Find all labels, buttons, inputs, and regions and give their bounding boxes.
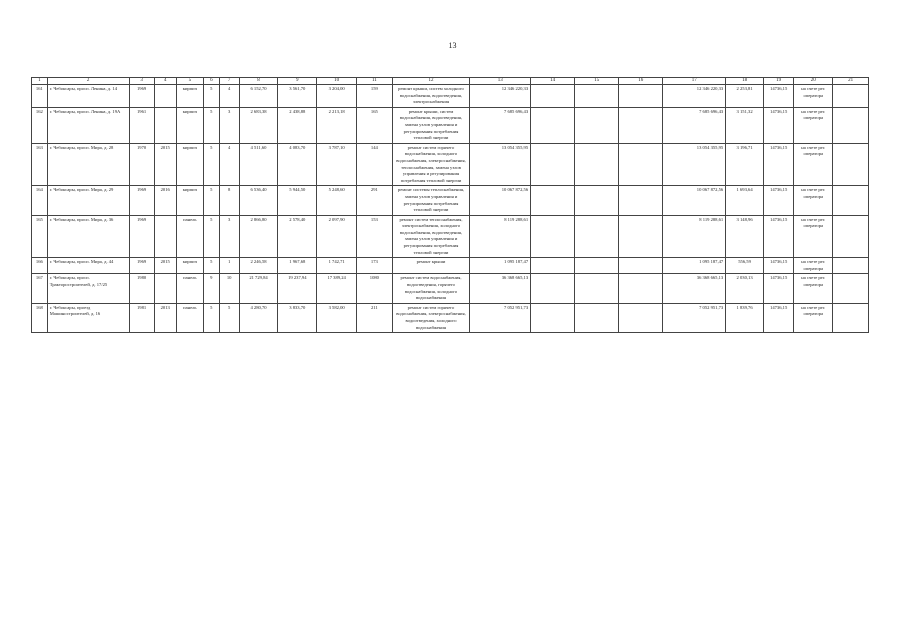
- cell-premises-area: 1 967,68: [278, 258, 317, 274]
- cell-specific-cost: 556,59: [726, 258, 764, 274]
- cell-floors: 5: [203, 143, 219, 186]
- cell-address: г. Чебоксары, просп. Ленина, д. 19А: [47, 107, 129, 143]
- cell-row-number: 168: [32, 303, 48, 332]
- cell-regional-funds: [575, 186, 619, 215]
- cell-residential-area: 2 213,18: [317, 107, 357, 143]
- cell-year-reconstructed: [154, 85, 176, 108]
- cell-year-reconstructed: 2013: [154, 303, 176, 332]
- table-row: [32, 303, 869, 332]
- cell-row-number: 162: [32, 107, 48, 143]
- cell-total-cost: 13 054 355,95: [470, 143, 531, 186]
- cell-fund-formation-method: на счете рег. оператора: [794, 274, 833, 303]
- cell-premises-area: 2 578,40: [278, 215, 317, 258]
- cell-entrances: 1: [219, 258, 239, 274]
- cell-completion-date: [833, 215, 869, 258]
- cell-residents: 291: [357, 186, 393, 215]
- cell-work-types: ремонт крыши: [392, 258, 470, 274]
- cell-federal-funds: [531, 258, 575, 274]
- column-number: 2: [47, 78, 129, 85]
- cell-local-funds: [619, 107, 663, 143]
- cell-max-specific-cost: 14736,15: [763, 143, 793, 186]
- cell-premises-area: 4 083,70: [278, 143, 317, 186]
- column-number: 6: [203, 78, 219, 85]
- cell-year-built: 1969: [129, 85, 154, 108]
- cell-total-cost: 1 095 187,47: [470, 258, 531, 274]
- cell-residents: 173: [357, 258, 393, 274]
- cell-floors: 9: [203, 274, 219, 303]
- cell-regional-funds: [575, 107, 619, 143]
- cell-regional-funds: [575, 85, 619, 108]
- cell-specific-cost: 2 030,13: [726, 274, 764, 303]
- cell-wall-material: кирпич: [176, 186, 203, 215]
- cell-address: г. Чебоксары, проезд Машиностроителей, д. 16: [47, 303, 129, 332]
- cell-local-funds: [619, 274, 663, 303]
- cell-year-reconstructed: [154, 215, 176, 258]
- column-number: 8: [239, 78, 278, 85]
- cell-owners-funds: 13 054 355,95: [663, 143, 726, 186]
- cell-regional-funds: [575, 303, 619, 332]
- cell-wall-material: кирпич: [176, 143, 203, 186]
- cell-wall-material: панель: [176, 274, 203, 303]
- capital-repair-table: [31, 77, 869, 333]
- column-number: 18: [726, 78, 764, 85]
- table-row: [32, 85, 869, 108]
- cell-total-cost: 10 067 872,56: [470, 186, 531, 215]
- cell-owners-funds: 7 052 951,73: [663, 303, 726, 332]
- cell-max-specific-cost: 14736,15: [763, 107, 793, 143]
- cell-floors: 5: [203, 303, 219, 332]
- cell-residential-area: 3 204,00: [317, 85, 357, 108]
- column-number: 5: [176, 78, 203, 85]
- cell-specific-cost: 3 196,71: [726, 143, 764, 186]
- cell-residents: 1080: [357, 274, 393, 303]
- column-number: 9: [278, 78, 317, 85]
- cell-entrances: 8: [219, 186, 239, 215]
- cell-regional-funds: [575, 215, 619, 258]
- cell-entrances: 3: [219, 107, 239, 143]
- table-row: [32, 258, 869, 274]
- cell-owners-funds: 36 368 665,13: [663, 274, 726, 303]
- cell-floors: 5: [203, 85, 219, 108]
- cell-row-number: 164: [32, 186, 48, 215]
- cell-federal-funds: [531, 143, 575, 186]
- cell-max-specific-cost: 14736,15: [763, 274, 793, 303]
- cell-completion-date: [833, 274, 869, 303]
- cell-local-funds: [619, 215, 663, 258]
- cell-residential-area: 2 097,90: [317, 215, 357, 258]
- cell-completion-date: [833, 143, 869, 186]
- cell-wall-material: кирпич: [176, 258, 203, 274]
- column-number: 4: [154, 78, 176, 85]
- cell-federal-funds: [531, 274, 575, 303]
- cell-year-built: 1961: [129, 107, 154, 143]
- cell-premises-area: 19 237,94: [278, 274, 317, 303]
- cell-residential-area: 3 787,10: [317, 143, 357, 186]
- cell-owners-funds: 10 067 872,56: [663, 186, 726, 215]
- cell-floors: 5: [203, 107, 219, 143]
- cell-local-funds: [619, 186, 663, 215]
- cell-residential-area: 5 248,60: [317, 186, 357, 215]
- page-number: 13: [448, 41, 457, 50]
- table-row: [32, 215, 869, 258]
- cell-max-specific-cost: 14736,15: [763, 186, 793, 215]
- cell-total-cost: 7 685 696,43: [470, 107, 531, 143]
- cell-year-reconstructed: 2016: [154, 186, 176, 215]
- cell-owners-funds: 12 346 220,33: [663, 85, 726, 108]
- cell-address: г. Чебоксары, просп. Мира, д. 29: [47, 186, 129, 215]
- cell-fund-formation-method: на счете рег. оператора: [794, 107, 833, 143]
- cell-address: г. Чебоксары, просп. Мира, д. 28: [47, 143, 129, 186]
- cell-work-types: ремонт системы теплоснабжения, замена узлов управления и регулирования потребления тепловой энергии: [392, 186, 470, 215]
- cell-wall-material: панель: [176, 215, 203, 258]
- cell-fund-formation-method: на счете рег. оператора: [794, 85, 833, 108]
- cell-residents: 159: [357, 85, 393, 108]
- cell-total-area: 6 536,40: [239, 186, 278, 215]
- cell-address: г. Чебоксары, просп. Тракторостроителей, д. 17/25: [47, 274, 129, 303]
- cell-residents: 144: [357, 143, 393, 186]
- cell-work-types: ремонт систем горячего водоснабжения, холодного водоснабжения, электроснабжения, теплоснабжения, замена узлов управления и регулирования потребления тепловой энергии: [392, 143, 470, 186]
- cell-specific-cost: 3 148,96: [726, 215, 764, 258]
- cell-specific-cost: 1 693,64: [726, 186, 764, 215]
- cell-max-specific-cost: 14736,15: [763, 215, 793, 258]
- cell-total-cost: 7 052 951,73: [470, 303, 531, 332]
- cell-residents: 165: [357, 107, 393, 143]
- cell-regional-funds: [575, 258, 619, 274]
- cell-federal-funds: [531, 107, 575, 143]
- column-number: 21: [833, 78, 869, 85]
- column-number: 17: [663, 78, 726, 85]
- cell-total-area: 6 152,70: [239, 85, 278, 108]
- cell-local-funds: [619, 85, 663, 108]
- cell-wall-material: панель: [176, 303, 203, 332]
- cell-completion-date: [833, 85, 869, 108]
- cell-max-specific-cost: 14736,15: [763, 303, 793, 332]
- cell-work-types: ремонт систем водоснабжения, водоотведения, горячего водоснабжения, холодного водоснабжения: [392, 274, 470, 303]
- cell-row-number: 165: [32, 215, 48, 258]
- table-row: [32, 107, 869, 143]
- cell-completion-date: [833, 107, 869, 143]
- column-number: 12: [392, 78, 470, 85]
- cell-residential-area: 17 389,24: [317, 274, 357, 303]
- cell-year-built: 1969: [129, 186, 154, 215]
- table-row: [32, 186, 869, 215]
- cell-wall-material: кирпич: [176, 107, 203, 143]
- cell-year-built: 1981: [129, 303, 154, 332]
- cell-regional-funds: [575, 274, 619, 303]
- cell-total-area: 2 866,80: [239, 215, 278, 258]
- cell-address: г. Чебоксары, просп. Ленина, д. 14: [47, 85, 129, 108]
- cell-premises-area: 3 561,70: [278, 85, 317, 108]
- cell-total-cost: 8 119 288,61: [470, 215, 531, 258]
- column-number: 19: [763, 78, 793, 85]
- cell-total-cost: 36 368 665,13: [470, 274, 531, 303]
- column-number: 1: [32, 78, 48, 85]
- cell-entrances: 10: [219, 274, 239, 303]
- cell-total-area: 21 729,84: [239, 274, 278, 303]
- cell-premises-area: 5 944,50: [278, 186, 317, 215]
- cell-federal-funds: [531, 303, 575, 332]
- cell-row-number: 167: [32, 274, 48, 303]
- cell-owners-funds: 1 095 187,47: [663, 258, 726, 274]
- column-number: 20: [794, 78, 833, 85]
- cell-owners-funds: 8 119 288,61: [663, 215, 726, 258]
- cell-local-funds: [619, 143, 663, 186]
- cell-address: г. Чебоксары, просп. Мира, д. 36: [47, 215, 129, 258]
- cell-local-funds: [619, 303, 663, 332]
- cell-row-number: 163: [32, 143, 48, 186]
- cell-total-area: 4 511,60: [239, 143, 278, 186]
- cell-row-number: 166: [32, 258, 48, 274]
- cell-work-types: ремонт крыши, систем холодного водоснабжения, водоотведения, электроснабжения: [392, 85, 470, 108]
- cell-owners-funds: 7 685 696,43: [663, 107, 726, 143]
- cell-address: г. Чебоксары, просп. Мира, д. 44: [47, 258, 129, 274]
- cell-year-built: 1980: [129, 274, 154, 303]
- cell-year-built: 1969: [129, 258, 154, 274]
- cell-completion-date: [833, 258, 869, 274]
- cell-residents: 211: [357, 303, 393, 332]
- cell-year-reconstructed: [154, 107, 176, 143]
- cell-year-built: 1970: [129, 143, 154, 186]
- cell-entrances: 3: [219, 215, 239, 258]
- cell-local-funds: [619, 258, 663, 274]
- cell-fund-formation-method: на счете рег. оператора: [794, 143, 833, 186]
- cell-total-area: 2 246,58: [239, 258, 278, 274]
- column-number: 16: [619, 78, 663, 85]
- cell-work-types: ремонт систем горячего водоснабжения, электроснабжения, водоотведения, холодного водоснабжения: [392, 303, 470, 332]
- column-number: 3: [129, 78, 154, 85]
- cell-work-types: ремонт систем теплоснабжения, электроснабжения, холодного водоснабжения, водоотведения, замена узлов управления и регулирования потребления тепловой энергии: [392, 215, 470, 258]
- column-number: 7: [219, 78, 239, 85]
- column-number: 11: [357, 78, 393, 85]
- cell-specific-cost: 2 253,81: [726, 85, 764, 108]
- cell-entrances: 4: [219, 85, 239, 108]
- cell-premises-area: 2 438,88: [278, 107, 317, 143]
- table-row: [32, 274, 869, 303]
- cell-year-built: 1969: [129, 215, 154, 258]
- cell-federal-funds: [531, 215, 575, 258]
- cell-fund-formation-method: на счете рег. оператора: [794, 186, 833, 215]
- cell-completion-date: [833, 303, 869, 332]
- cell-federal-funds: [531, 85, 575, 108]
- cell-floors: 5: [203, 215, 219, 258]
- table-row: [32, 143, 869, 186]
- cell-residential-area: 3 582,00: [317, 303, 357, 332]
- cell-year-reconstructed: 2015: [154, 258, 176, 274]
- cell-fund-formation-method: на счете рег. оператора: [794, 258, 833, 274]
- cell-specific-cost: 3 151,32: [726, 107, 764, 143]
- cell-work-types: ремонт крыши, систем водоснабжения, водоотведения, замена узлов управления и регулирования потребления тепловой энергии: [392, 107, 470, 143]
- column-number: 10: [317, 78, 357, 85]
- cell-total-area: 4 280,70: [239, 303, 278, 332]
- cell-federal-funds: [531, 186, 575, 215]
- cell-max-specific-cost: 14736,15: [763, 85, 793, 108]
- cell-total-cost: 12 346 220,33: [470, 85, 531, 108]
- cell-floors: 5: [203, 258, 219, 274]
- cell-max-specific-cost: 14736,15: [763, 258, 793, 274]
- cell-residential-area: 1 742,71: [317, 258, 357, 274]
- cell-entrances: 4: [219, 143, 239, 186]
- column-number: 15: [575, 78, 619, 85]
- cell-year-reconstructed: 2015: [154, 143, 176, 186]
- cell-premises-area: 3 833,70: [278, 303, 317, 332]
- cell-specific-cost: 1 839,76: [726, 303, 764, 332]
- cell-total-area: 2 683,38: [239, 107, 278, 143]
- cell-year-reconstructed: [154, 274, 176, 303]
- cell-entrances: 5: [219, 303, 239, 332]
- cell-wall-material: кирпич: [176, 85, 203, 108]
- cell-residents: 153: [357, 215, 393, 258]
- cell-fund-formation-method: на счете рег. оператора: [794, 215, 833, 258]
- cell-row-number: 161: [32, 85, 48, 108]
- column-number: 13: [470, 78, 531, 85]
- cell-regional-funds: [575, 143, 619, 186]
- cell-completion-date: [833, 186, 869, 215]
- column-number: 14: [531, 78, 575, 85]
- cell-fund-formation-method: на счете рег. оператора: [794, 303, 833, 332]
- cell-floors: 5: [203, 186, 219, 215]
- column-number-row: [32, 78, 869, 85]
